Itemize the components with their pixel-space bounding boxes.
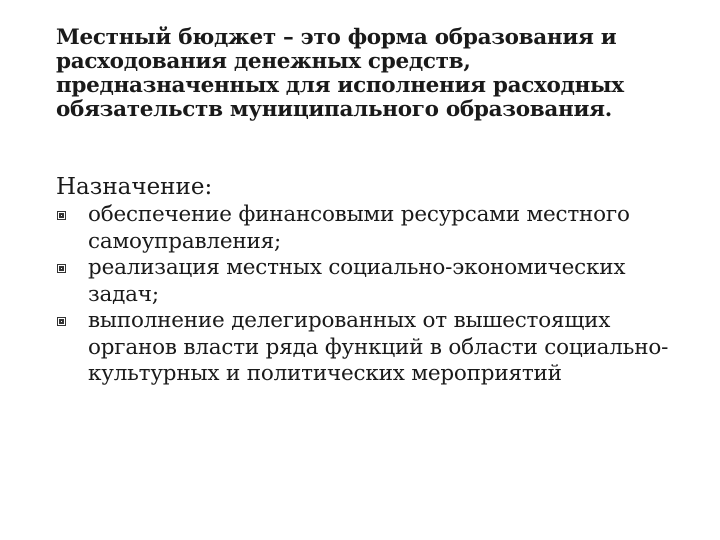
purpose-item-text: выполнение делегированных от вышестоящих органов власти ряда функций в области социально-культурных и политических мероприятий: [88, 308, 669, 386]
purpose-item-text: обеспечение финансовыми ресурсами местного самоуправления;: [88, 202, 630, 254]
square-bullet-icon: [57, 211, 66, 220]
purpose-item-text: реализация местных социально-экономических задач;: [88, 255, 626, 307]
square-bullet-icon: [57, 264, 66, 273]
purpose-list-item: [56, 202, 696, 255]
purpose-section: [56, 174, 696, 388]
purpose-list-item: [56, 255, 696, 308]
purpose-list-item: [56, 308, 696, 388]
purpose-title: Назначение:: [56, 174, 213, 200]
purpose-list: [56, 202, 696, 388]
slide-heading: Местный бюджет – это форма образования и расходования денежных средств, предназначенных для исполнения расходных обязательств муниципального образования.: [56, 25, 624, 122]
square-bullet-icon: [57, 317, 66, 326]
